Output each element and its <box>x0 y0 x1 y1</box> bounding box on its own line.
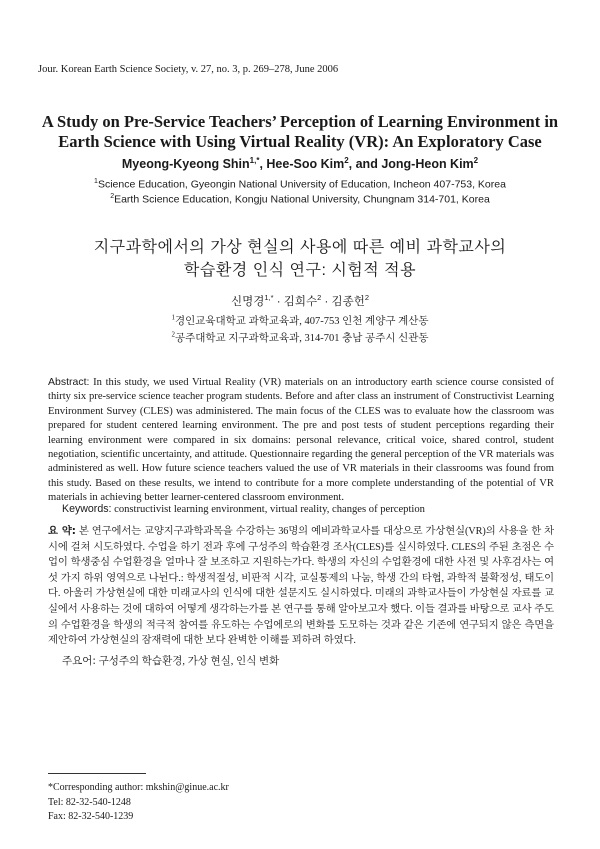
keywords-label: Keywords: <box>62 503 112 515</box>
affiliation-mark: 1 <box>94 178 98 185</box>
affiliation-text: 경인교육대학교 과학교육과, 407-753 인천 계양구 계산동 <box>174 316 429 327</box>
title-line-2: 학습환경 인식 연구: 시험적 적용 <box>183 262 417 279</box>
author-name: Jong-Heon Kim <box>381 157 474 172</box>
author-name: 신명경 <box>231 296 265 308</box>
affiliation-english <box>40 178 560 191</box>
paper-title-english <box>40 112 560 152</box>
journal-citation: Jour. Korean Earth Science Society, v. 27, no. 3, p. 269–278, June 2006 <box>38 64 339 75</box>
affiliation-text: Earth Science Education, Kongju National University, Chungnam 314-701, Korea <box>114 193 490 206</box>
paper-title-korean <box>40 236 560 282</box>
affiliation-mark: 1 <box>171 313 175 322</box>
author-affiliation-mark: 2 <box>364 293 369 303</box>
abstract-korean <box>48 524 554 649</box>
author-list-korean <box>40 293 560 309</box>
affiliation-english <box>40 193 560 206</box>
author-name: 김종헌 <box>331 296 365 308</box>
title-line-2: Earth Science with Using Virtual Reality (VR): An Exploratory Case <box>58 132 542 151</box>
affiliation-mark: 2 <box>110 193 115 200</box>
affiliation-korean <box>40 313 560 328</box>
author-affiliation-mark: 2 <box>344 156 349 165</box>
author-affiliation-mark: 2 <box>473 156 479 165</box>
author-name: Hee-Soo Kim <box>266 157 345 172</box>
title-line-1: A Study on Pre-Service Teachers’ Perception of Learning Environment in <box>41 112 559 131</box>
author-separator: · <box>321 296 332 308</box>
author-separator: , and <box>348 157 382 172</box>
keywords-text: constructivist learning environment, virtual reality, changes of perception <box>111 504 425 515</box>
author-name: Myeong-Kyeong Shin <box>121 157 250 172</box>
footnote-phone: Tel: 82-32-540-1248 <box>48 797 131 808</box>
author-affiliation-mark: 2 <box>317 293 322 303</box>
author-separator: , <box>259 157 267 172</box>
title-line-1: 지구과학에서의 가상 현실의 사용에 따른 예비 과학교사의 <box>93 239 507 256</box>
author-list-english <box>40 156 560 171</box>
abstract-text: In this study, we used Virtual Reality (VR) materials on an introductory earth science course consisted of thirty six pre-service science teacher program students. Before and after class an instrument of Constructivist Learning Environment Survey (CLES) was administered. The main focus of the CLES was to evaluate how the classroom was prepared for student centered learning environment. The pre and post tests of student perceptions regarding their learning environment were compared in six domains: personal relevance, critical voice, shared control, student negotiation, scientific uncertainty, and attitude. Questionnaire regarding the general perception of the VR materials was administered as well. How future science teachers valued the use of VR materials in their classrooms was found from this study. Based on these results, we intend to contribute for a more complete understanding of the potential of VR materials in achieving better learner-centered classroom environment. <box>48 377 554 504</box>
abstract-english <box>48 375 554 506</box>
affiliation-text: Science Education, Gyeongin National University of Education, Incheon 407-753, Korea <box>97 178 506 191</box>
abstract-label: Abstract: <box>48 376 90 388</box>
footnote-corresponding-author: *Corresponding author: mkshin@ginue.ac.kr <box>48 782 229 793</box>
abstract-label: 요 약: <box>48 525 76 537</box>
author-affiliation-mark: 1,* <box>249 156 260 165</box>
keywords-english <box>62 503 552 515</box>
footnote-rule <box>48 773 146 774</box>
abstract-text: 본 연구에서는 교양지구과학과목을 수강하는 36명의 예비과학교사를 대상으로 가상현실(VR)의 사용을 한 차시에 걸쳐 시도하였다. 수업을 하기 전과 후에 구성주의 학습환경 조사(CLES)를 실시하였다. CLES의 주된 초점은 수업이 학생중심 수업환경을 얼마나 잘 보조하고 지원하는가다. 학생의 자신의 수업환경에 대한 사전 및 사후검사는 여섯 가지 하위 영역으로 나뉜다.: 학생적절성, 비판적 시각, 교실통제의 나눔, 학생 간의 타협, 과학적 불확정성, 태도이다. 아울러 가상현실에 대한 미래교사의 인식에 대한 설문지도 실시하였다. 미래의 과학교사들이 가상현실 자료를 교실에서 사용하는 것에 대하여 어떻게 생각하는가를 본 연구를 통해 알아보고자 했다. 이들 결과를 바탕으로 교사 주도의 수업환경을 학생의 적극적 참여를 유도하는 수업에로의 변화를 도모하는 것과 같은 기존에 연구되지 않은 측면을 제안하여 가상현실의 잠재력에 대한 보다 완벽한 이해를 꾀하려 하였다. <box>48 526 554 647</box>
keywords-korean <box>62 653 552 668</box>
author-affiliation-mark: 1,* <box>264 293 274 303</box>
keywords-label: 주요어: <box>62 655 96 667</box>
author-name: 김희수 <box>283 296 318 308</box>
keywords-text: 구성주의 학습환경, 가상 현실, 인식 변화 <box>95 656 280 667</box>
author-separator: · <box>273 296 284 308</box>
footnote-fax: Fax: 82-32-540-1239 <box>48 811 134 822</box>
affiliation-mark: 2 <box>171 330 175 339</box>
affiliation-text: 공주대학교 지구과학교육과, 314-701 충남 공주시 신관동 <box>174 333 429 344</box>
affiliation-korean <box>40 330 560 345</box>
